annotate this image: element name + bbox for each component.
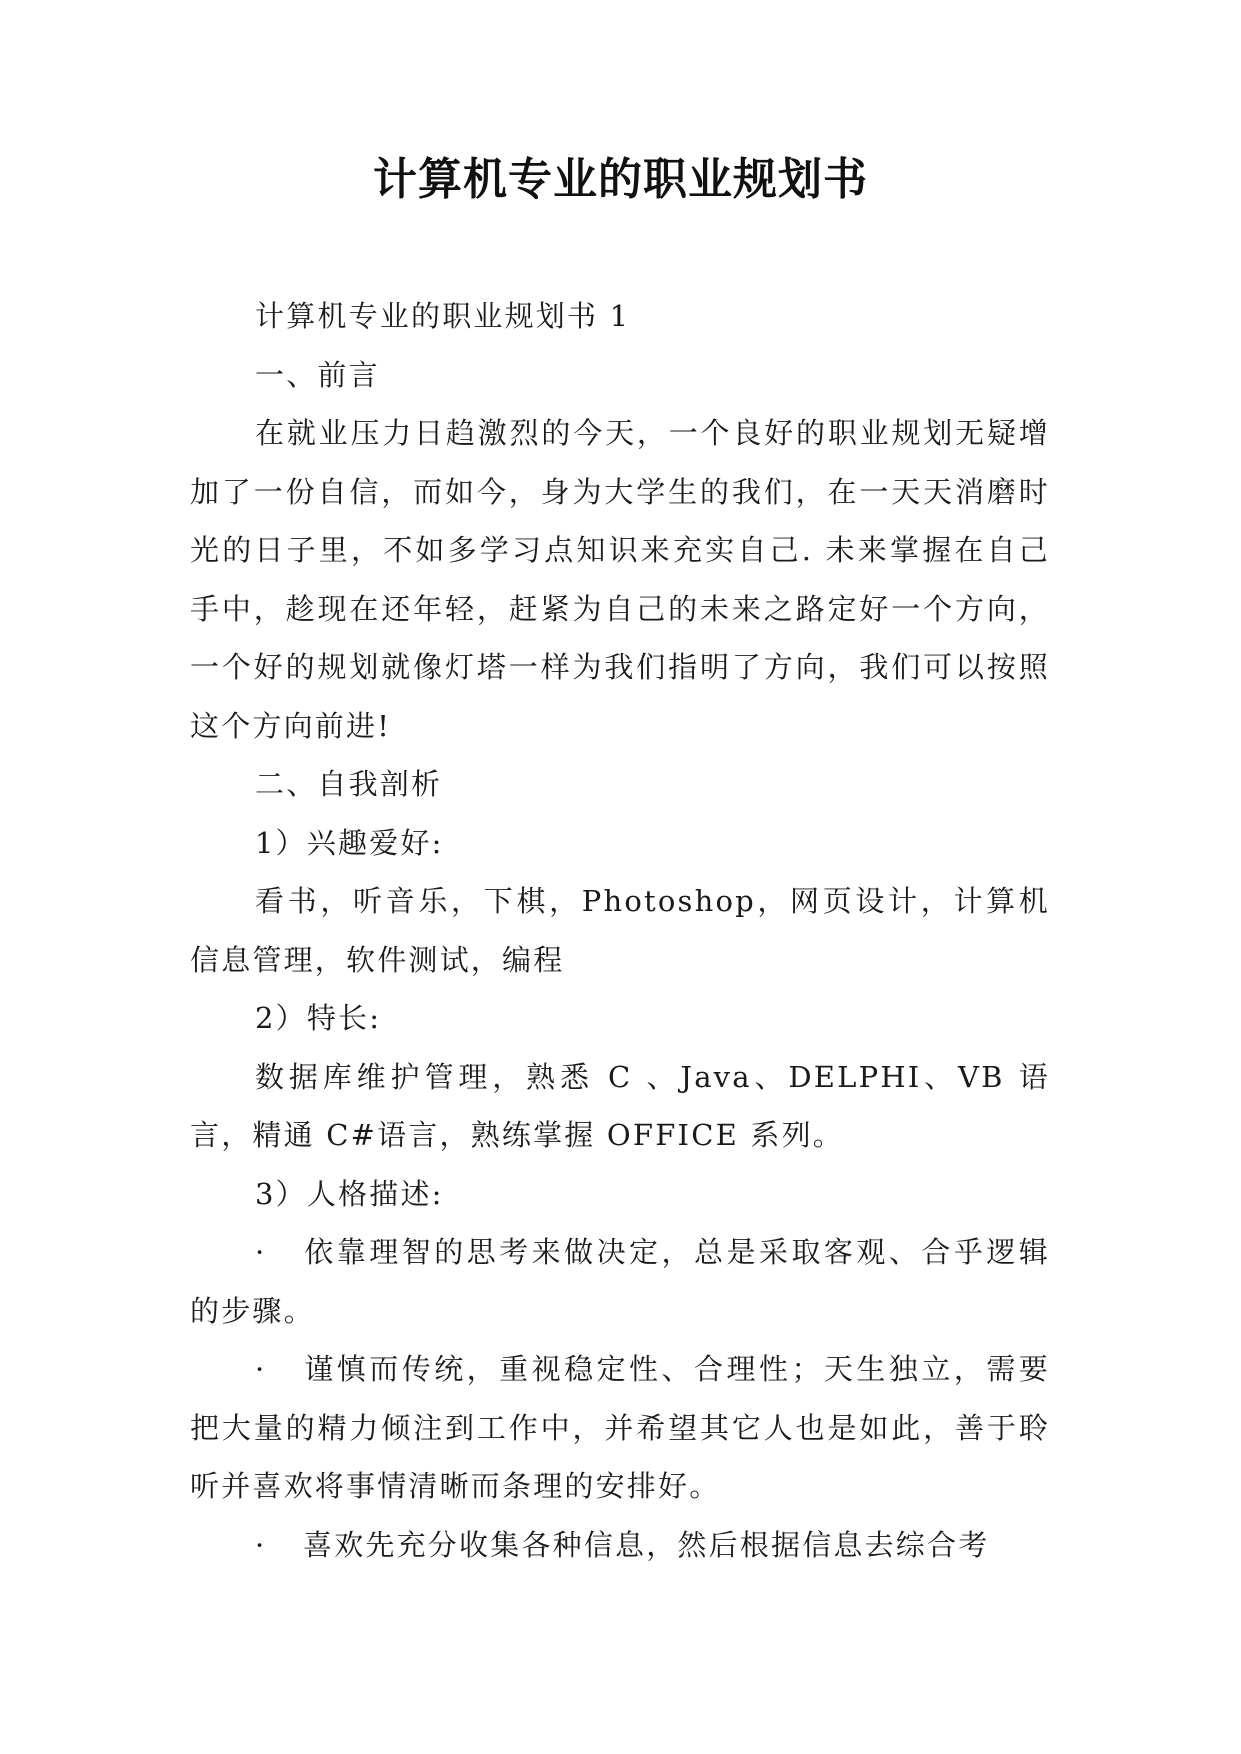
interests-paragraph: 看书，听音乐，下棋，Photoshop，网页设计，计算机信息管理，软件测试，编程 — [190, 884, 1050, 977]
personality-bullet-item — [190, 1516, 1050, 1575]
bullet-text: 依靠理智的思考来做决定，总是采取客观、合乎逻辑的步骤。 — [190, 1235, 1050, 1328]
section-heading-preface: 一、前言 — [255, 357, 380, 392]
strengths-label: 2）特长: — [255, 1001, 382, 1035]
strengths-paragraph: 数据库维护管理，熟悉 C 、Java、DELPHI、VB 语言，精通 C#语言，熟练掌握 OFFICE 系列。 — [190, 1059, 1050, 1152]
document-subtitle: 计算机专业的职业规划书 1 — [255, 299, 631, 333]
interests-label: 1）兴趣爱好: — [255, 825, 444, 860]
personality-bullet-item — [190, 1223, 1050, 1340]
document-body — [190, 287, 1050, 1574]
bullet-text: 谨慎而传统，重视稳定性、合理性；天生独立，需要把大量的精力倾注到工作中，并希望其它人也是如此，善于聆听并喜欢将事情清晰而条理的安排好。 — [190, 1352, 1050, 1503]
bullet-icon: · — [255, 1352, 267, 1386]
bullet-icon: · — [255, 1235, 267, 1269]
document-title: 计算机专业的职业规划书 — [373, 154, 868, 205]
bullet-icon: · — [255, 1527, 267, 1562]
bullet-text: 喜欢先充分收集各种信息，然后根据信息去综合考 — [303, 1527, 990, 1562]
personality-bullet-item — [190, 1340, 1050, 1516]
preface-paragraph: 在就业压力日趋激烈的今天，一个良好的职业规划无疑增加了一份自信，而如今，身为大学生的我们，在一天天消磨时光的日子里，不如多学习点知识来充实自己. 未来掌握在自己手中，趁现在还年轻，赶紧为自己的未来之路定好一个方向，一个好的规划就像灯塔一样为我们指明了方向，我们可以按照这个方向前进! — [190, 416, 1050, 743]
section-heading-self-analysis: 二、自我剖析 — [255, 767, 443, 801]
personality-label: 3）人格描述: — [255, 1176, 444, 1211]
